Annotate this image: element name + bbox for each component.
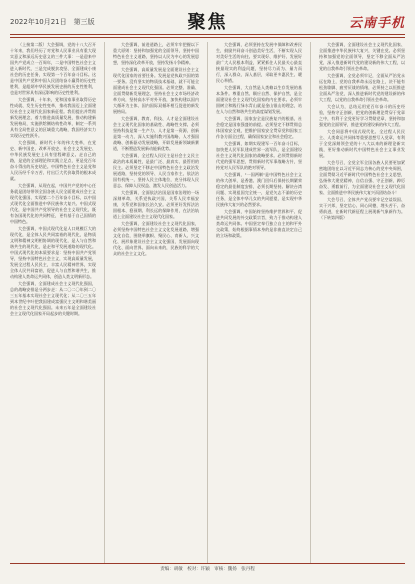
article-column-3 (216, 42, 302, 564)
column-divider (104, 42, 105, 564)
article-paragraph: 大会强调，大自然是人类赖以生存发展的基本条件。尊重自然、顺应自然、保护自然，是全面建设社会主义现代化国家的内在要求。必须牢固树立和践行绿水青山就是金山银山的理念，站在人与自然和谐共生的高度谋划发展。 (216, 85, 302, 114)
issue-date: 2022年10月21日 第三版 (10, 18, 95, 26)
article-column-4 (319, 42, 405, 564)
article-paragraph: 大会强调，前进道路上，必须牢牢把握以下重大原则：坚持和加强党的全面领导，坚持中国特色社会主义道路，坚持以人民为中心的发展思想，坚持深化改革开放，坚持发扬斗争精神。 (113, 42, 199, 65)
column-divider (310, 42, 311, 564)
article-paragraph: 大会强调，全面建成社会主义现代化强国，总的战略安排是分两步走：从二〇二〇年到二〇三五年基本实现社会主义现代化；从二〇三五年到本世纪中叶把我国建成富强民主文明和谐美丽的社会主义现代化强国。未来五年是全面建设社会主义现代化国家开局起步的关键时期。 (10, 281, 96, 316)
article-paragraph: 大会强调，新时代十年的伟大变革，在党史、新中国史、改革开放史、社会主义发展史、中华民族发展史上具有里程碑意义。走自己的路，是党的全部理论和实践立足点，更是党百年奋斗得出的历史结论。中国特色社会主义是党和人民历经千辛万苦、付出巨大代价取得的根本成就。 (10, 140, 96, 181)
article-paragraph: 大会强调，十年来，党和国家事业取得历史性成就、发生历史性变革，推动我国迈上全面建设社会主义现代化国家新征程。我们提出并贯彻新发展理念，着力推进高质量发展，推动构建新发展格局，实施供给侧结构性改革，制定一系列具有全局性意义的区域重大战略，我国经济实力实现历史性跃升。 (10, 97, 96, 138)
article-paragraph: 大会强调，全面建设社会主义现代化国家、全面推进中华民族伟大复兴，关键在党。必须坚持和加强党的全面领导，坚定不移全面从严治党，深入推进新时代党的建设新的伟大工程，以党的自我革命引领社会革命。 (319, 42, 405, 71)
newspaper-logo: 云南手机 (348, 16, 405, 31)
section-title: 聚焦 (187, 12, 228, 33)
article-paragraph: 大会强调，"一国两制"是中国特色社会主义的伟大创举，是香港、澳门回归后保持长期繁荣稳定的最佳制度安排，必须长期坚持。解决台湾问题、实现祖国完全统一，是党矢志不渝的历史任务，是全体中华儿女的共同愿望，是实现中华民族伟大复兴的必然要求。 (216, 172, 302, 207)
article-paragraph: 大会强调，如期实现建军一百年奋斗目标，加快把人民军队建成世界一流军队，是全面建设社会主义现代化国家的战略要求。必须贯彻新时代党的强军思想，贯彻新时代军事战略方针，坚持党对人民军队的绝对领导。 (216, 141, 302, 170)
article-paragraph: 大会强调，必须坚持在发展中保障和改善民生，鼓励共同奋斗创造美好生活，不断实现人民对美好生活的向往。要实现好、维护好、发展好最广大人民根本利益，紧紧抓住人民最关心最直接最现实的利益问题，坚持尽力而为、量力而行，深入群众、深入基层，采取更多惠民生、暖民心举措。 (216, 42, 302, 83)
article-paragraph: 大会号召，全体共产党员要牢记空谈误国、实干兴邦，坚定信心、同心同德，埋头苦干、奋勇前进，在新时代新征程上展现新气象新作为。（下转第四版） (319, 197, 405, 220)
editor-credits: 责编：胡敏 校对：许颖 审核：魏扬 张丹程 (10, 563, 405, 576)
article-paragraph: 大会同意将中国式现代化、全过程人民民主、人类命运共同体等重要思想写入党章，有利于全党深刻领会党的十八大以来的新理论新实践，更好推动新时代中国特色社会主义事业发展。 (319, 129, 405, 158)
article-column-2 (113, 42, 199, 564)
article-paragraph: 大会强调，教育、科技、人才是全面建设社会主义现代化国家的基础性、战略性支撑。必须坚持科技是第一生产力、人才是第一资源、创新是第一动力，深入实施科教兴国战略、人才强国战略、创新驱动发展战略，开辟发展新领域新赛道，不断塑造发展新动能新优势。 (113, 116, 199, 151)
masthead-rule (10, 37, 405, 38)
article-paragraph: 大会号召，全党全军全国各族人民要更加紧密地团结在以习近平同志为核心的党中央周围，全面贯彻习近平新时代中国特色社会主义思想，弘扬伟大建党精神，自信自强、守正创新，踔厉奋发、勇毅前行，为全面建设社会主义现代化国家、全面推进中华民族伟大复兴而团结奋斗！ (319, 160, 405, 195)
article-paragraph: 大会强调，全过程人民民主是社会主义民主政治的本质属性，是最广泛、最真实、最管用的民主。必须坚定不移走中国特色社会主义政治发展道路，坚持党的领导、人民当家作主、依法治国有机统一，坚持人民主体地位，充分体现人民意志、保障人民权益、激发人民创造活力。 (113, 153, 199, 188)
article-paragraph: 大会强调，全面依法治国是国家治理的一场深刻革命，关系党执政兴国，关系人民幸福安康，关系党和国家长治久安。必须更好发挥法治固根本、稳预期、利长远的保障作用，在法治轨道上全面建设社会主义现代化国家。 (113, 190, 199, 219)
article-paragraph: 大会强调，中国始终坚持维护世界和平、促进共同发展的外交政策宗旨，致力于推动构建人类命运共同体。中国坚定奉行独立自主的和平外交政策，始终根据事情本身的是非曲直决定自己的立场和政策。 (216, 209, 302, 238)
article-columns (10, 42, 405, 564)
article-paragraph: 大会认为，总结运用党百年奋斗的历史经验，坚持守正创新，把党的创新理论贯穿于党章之中，有利于全党更好学习贯彻党章，坚持和加强党的全面领导，推进党的建设新的伟大工程。 (319, 104, 405, 127)
article-paragraph: 大会强调，全党必须牢记，全面从严治党永远在路上，党的自我革命永远在路上，决不能有松劲歇脚、疲劳厌战的情绪，必须持之以恒推进全面从严治党，深入推进新时代党的建设新的伟大工程，以党的自我革命引领社会革命。 (319, 73, 405, 102)
article-paragraph: 大会强调，从现在起，中国共产党的中心任务就是团结带领全国各族人民全面建成社会主义现代化强国、实现第二个百年奋斗目标，以中国式现代化全面推进中华民族伟大复兴。中国式现代化，是中国共产党领导的社会主义现代化，既有各国现代化的共同特征，更有基于自己国情的中国特色。 (10, 183, 96, 224)
column-divider (207, 42, 208, 564)
masthead (10, 8, 405, 35)
article-paragraph: 大会强调，中国式现代化是人口规模巨大的现代化，是全体人民共同富裕的现代化，是物质文明和精神文明相协调的现代化，是人与自然和谐共生的现代化，是走和平发展道路的现代化。中国式现代化的本质要求是：坚持中国共产党领导，坚持中国特色社会主义，实现高质量发展，发展全过程人民民主，丰富人民精神世界，实现全体人民共同富裕，促进人与自然和谐共生，推动构建人类命运共同体，创造人类文明新形态。 (10, 226, 96, 279)
article-paragraph: （上接第二版）大会强调，党的十八大召开十年来，我们经历了对党和人民事业具有重大现实意义和深远历史意义的三件大事：一是迎来中国共产党成立一百周年，二是中国特色社会主义进入新时代，三是完成脱贫攻坚、全面建成小康社会的历史任务，实现第一个百年奋斗目标。这是中国共产党和中国人民团结奋斗赢得的历史性胜利，是彪炳中华民族发展史册的历史性胜利，也是对世界具有深远影响的历史性胜利。 (10, 42, 96, 95)
article-paragraph: 大会强调，高质量发展是全面建设社会主义现代化国家的首要任务。发展是党执政兴国的第一要务。没有坚实的物质技术基础，就不可能全面建成社会主义现代化强国。必须完整、准确、全面贯彻新发展理念，坚持社会主义市场经济改革方向，坚持高水平对外开放，加快构建以国内大循环为主体、国内国际双循环相互促进的新发展格局。 (113, 67, 199, 114)
article-paragraph: 大会强调，国家安全是民族复兴的根基，社会稳定是国家强盛的前提。必须坚定不移贯彻总体国家安全观，把维护国家安全贯穿党和国家工作各方面全过程，确保国家安全和社会稳定。 (216, 116, 302, 139)
article-column-1 (10, 42, 96, 564)
article-paragraph: 大会强调，全面建设社会主义现代化国家，必须坚持中国特色社会主义文化发展道路，增强文化自信，围绕举旗帜、聚民心、育新人、兴文化、展形象建设社会主义文化强国，发展面向现代化、面向世界、面向未来的，民族的科学的大众的社会主义文化。 (113, 221, 199, 256)
